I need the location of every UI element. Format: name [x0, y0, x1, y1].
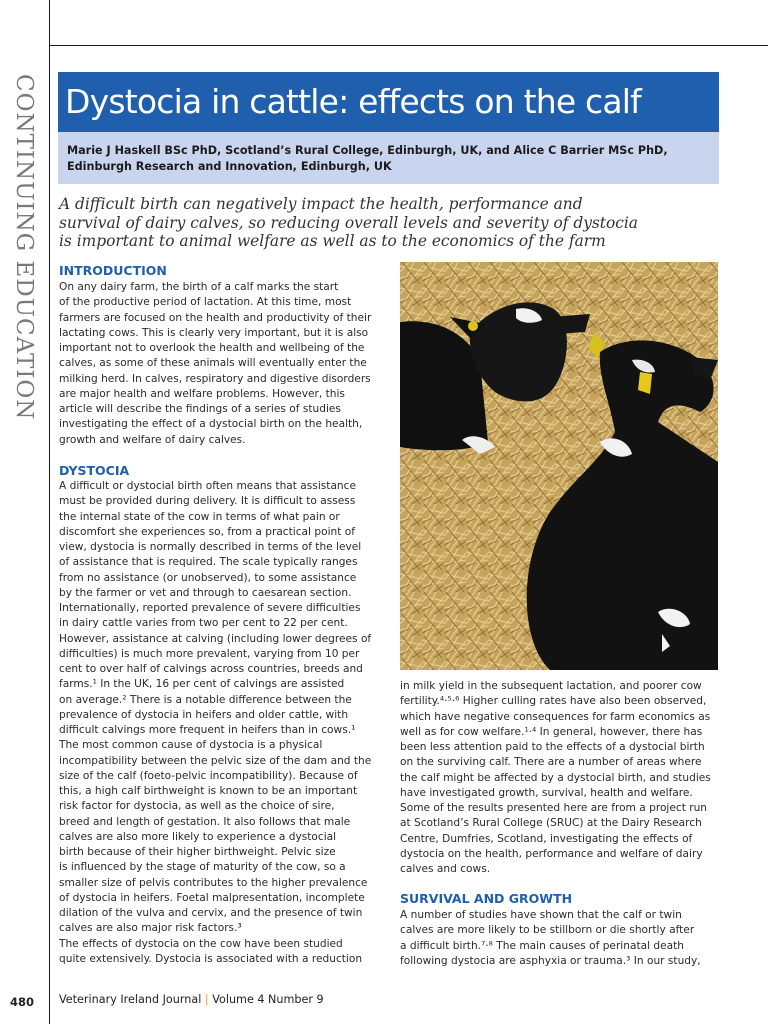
- text-line: in dairy cattle varies from two per cent to 22 per cent.: [59, 617, 348, 630]
- text-line: calves are also major risk factors.³: [59, 922, 242, 935]
- text-line: which have negative consequences for farm economics as: [400, 710, 711, 723]
- text-line: are major health and welfare problems. However, this: [59, 387, 345, 400]
- text-line: must be provided during delivery. It is difficult to assess: [59, 495, 356, 508]
- article-title: Dystocia in cattle: effects on the calf: [65, 82, 641, 121]
- text-line: following dystocia are asphyxia or trauma.³ In our study,: [400, 954, 701, 967]
- calves-photo: [400, 262, 718, 670]
- text-line: calves and cows.: [400, 863, 491, 875]
- standfirst-line: A difficult birth can negatively impact the health, performance and: [59, 195, 583, 213]
- text-line: the calf might be affected by a dystocial birth, and studies: [400, 771, 711, 784]
- heading-introduction: INTRODUCTION: [59, 263, 167, 278]
- journal-name: Veterinary Ireland Journal: [59, 993, 202, 1006]
- text-line: calves are also more likely to experience a dystocial: [59, 830, 337, 843]
- survival-text: [400, 908, 730, 969]
- text-line: at Scotland’s Rural College (SRUC) at the Dairy Research: [400, 817, 702, 830]
- header-rule: [49, 45, 768, 46]
- text-line: view, dystocia is normally described in terms of the level: [59, 541, 362, 553]
- text-line: Internationally, reported prevalence of severe difficulties: [59, 602, 361, 614]
- journal-footer: [59, 992, 324, 1008]
- text-line: from no assistance (or unobserved), to some assistance: [59, 571, 357, 584]
- text-line: breed and length of gestation. It also follows that male: [59, 815, 351, 828]
- text-line: A difficult or dystocial birth often means that assistance: [59, 480, 356, 492]
- text-line: birth because of their higher birthweight. Pelvic size: [59, 846, 336, 858]
- text-line: The effects of dystocia on the cow have been studied: [59, 937, 343, 950]
- text-line: important not to overlook the health and wellbeing of the: [59, 342, 365, 354]
- text-line: of the productive period of lactation. At this time, most: [59, 296, 352, 309]
- text-line: farms.¹ In the UK, 16 per cent of calvings are assisted: [59, 678, 345, 691]
- text-line: fertility.⁴·⁵·⁶ Higher culling rates have also been observed,: [400, 695, 707, 708]
- heading-survival-and-growth: SURVIVAL AND GROWTH: [400, 891, 573, 906]
- text-line: milking herd. In calves, respiratory and digestive disorders: [59, 372, 371, 385]
- text-line: calves are more likely to be stillborn or die shortly after: [400, 924, 695, 937]
- text-line: risk factor for dystocia, as well as the choice of sire,: [59, 800, 335, 813]
- margin-rule-vertical: [49, 0, 50, 1024]
- author-line: Edinburgh Research and Innovation, Edinburgh, UK: [67, 160, 392, 173]
- text-line: dilation of the vulva and cervix, and the presence of twin: [59, 907, 363, 919]
- text-line: smaller size of pelvis contributes to the higher prevalence: [59, 876, 368, 889]
- text-line: The most common cause of dystocia is a physical: [59, 739, 323, 752]
- text-line: well as for cow welfare.¹·⁴ In general, however, there has: [400, 725, 703, 738]
- text-line: a difficult birth.⁷·⁸ The main causes of perinatal death: [400, 939, 685, 952]
- text-line: On any dairy farm, the birth of a calf marks the start: [59, 281, 339, 293]
- text-line: difficulties) is much more prevalent, varying from 10 per: [59, 647, 360, 660]
- text-line: dystocia on the health, performance and welfare of dairy: [400, 847, 703, 860]
- standfirst-line: is important to animal welfare as well as to the economics of the farm: [59, 232, 606, 251]
- dystocia-text: [59, 479, 389, 967]
- continued-text: [400, 679, 730, 877]
- text-line: Centre, Dumfries, Scotland, investigating the effects of: [400, 832, 693, 845]
- text-line: this, a high calf birthweight is known to be an important: [59, 785, 358, 797]
- text-line: farmers are focused on the health and productivity of their: [59, 311, 372, 324]
- text-line: the internal state of the cow in terms of what pain or: [59, 510, 340, 523]
- article-standfirst: [59, 195, 724, 251]
- author-line: Marie J Haskell BSc PhD, Scotland’s Rural College, Edinburgh, UK, and Alice C Barrier MSc PhD,: [67, 144, 668, 157]
- text-line: have investigated growth, survival, health and welfare.: [400, 786, 693, 799]
- text-line: difficult calvings more frequent in heifers than in cows.¹: [59, 724, 356, 736]
- page-number: 480: [10, 995, 35, 1009]
- introduction-text: [59, 280, 389, 448]
- section-side-label: CONTINUING EDUCATION: [11, 74, 37, 421]
- text-line: quite extensively. Dystocia is associated with a reduction: [59, 952, 363, 965]
- text-line: calves, as some of these animals will eventually enter the: [59, 357, 367, 370]
- text-line: by the farmer or vet and through to caesarean section.: [59, 586, 352, 599]
- text-line: on the surviving calf. There are a number of areas where: [400, 756, 702, 769]
- text-line: growth and welfare of dairy calves.: [59, 433, 246, 446]
- footer-separator: |: [204, 993, 209, 1006]
- text-line: However, assistance at calving (including lower degrees of: [59, 632, 372, 645]
- text-line: cent to over half of calvings across countries, breeds and: [59, 663, 363, 675]
- text-line: investigating the effect of a dystocial birth on the health,: [59, 418, 363, 431]
- text-line: on average.² There is a notable difference between the: [59, 693, 352, 706]
- text-line: article will describe the findings of a series of studies: [59, 403, 341, 415]
- journal-volume: Volume 4 Number 9: [212, 993, 324, 1006]
- text-line: prevalence of dystocia in heifers and older cattle, with: [59, 708, 349, 721]
- text-line: been less attention paid to the effects of a dystocial birth: [400, 741, 705, 753]
- standfirst-line: survival of dairy calves, so reducing overall levels and severity of dystocia: [59, 213, 638, 232]
- text-line: A number of studies have shown that the calf or twin: [400, 909, 682, 921]
- text-line: size of the calf (foeto-pelvic incompatibility). Because of: [59, 769, 358, 782]
- text-line: Some of the results presented here are from a project run: [400, 802, 708, 814]
- text-line: incompatibility between the pelvic size of the dam and the: [59, 754, 372, 767]
- heading-dystocia: DYSTOCIA: [59, 463, 130, 478]
- text-line: in milk yield in the subsequent lactation, and poorer cow: [400, 680, 702, 692]
- text-line: of assistance that is required. The scale typically ranges: [59, 556, 358, 569]
- text-line: lactating cows. This is clearly very important, but it is also: [59, 326, 369, 339]
- text-line: discomfort she experiences so, from a practical point of: [59, 525, 355, 538]
- article-authors: [67, 143, 712, 175]
- text-line: of dystocia in heifers. Foetal malpresentation, incomplete: [59, 891, 365, 904]
- text-line: is influenced by the stage of maturity of the cow, so a: [59, 861, 346, 874]
